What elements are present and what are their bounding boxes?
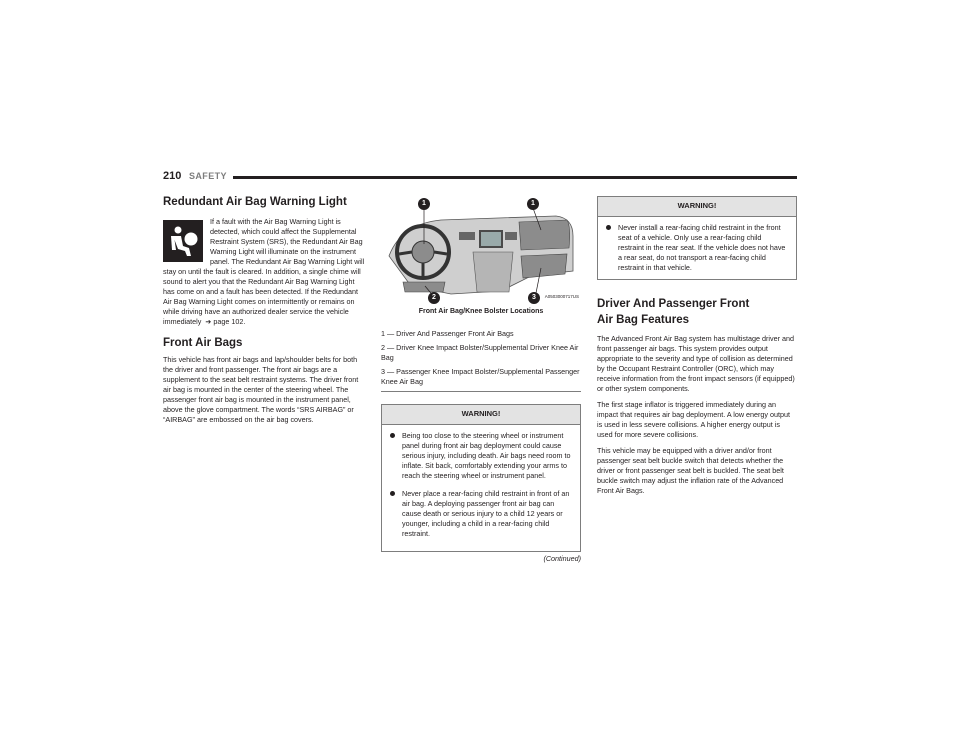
divider [381, 391, 581, 392]
airbag-warning-icon [163, 220, 203, 262]
page-reference-link[interactable]: page 102. [213, 317, 246, 326]
page-reference-arrow-icon: ➔ [205, 317, 212, 326]
section-title: SAFETY [189, 171, 227, 181]
warning-box [381, 404, 581, 552]
column-middle [381, 196, 581, 564]
column-right [597, 196, 797, 502]
warning-item: Never place a rear-facing child restraint in front of an air bag. A deploying passenger front air bag can cause death or serious injury to a child 12 years or younger, including a child in a rear-facing child restraint. [390, 489, 572, 539]
warning-title: WARNING! [598, 197, 796, 217]
legend-item: 3 — Passenger Knee Impact Bolster/Supplemental Passenger Knee Air Bag [381, 367, 580, 386]
page-header [163, 170, 797, 186]
page-number: 210 [163, 170, 182, 182]
figure-legend [381, 329, 581, 387]
bullet-icon [390, 433, 395, 438]
warning-item: Being too close to the steering wheel or instrument panel during front air bag deployment could cause serious injury, including death. Air bags need room to inflate. Sit back, comfortably extending your arms to reach the steering wheel or instrument panel. [390, 431, 572, 481]
bullet-icon [390, 491, 395, 496]
legend-item: 2 — Driver Knee Impact Bolster/Supplemental Driver Knee Air Bag [381, 343, 579, 362]
front-airbags-paragraph: This vehicle has front air bags and lap/shoulder belts for both the driver and front passenger. The front air bags are a supplement to the seat belt restraint systems. The driver front air bag is mounted in the center of the steering wheel. The passenger front air bag is mounted in the instrument panel, above the glove compartment. The words “SRS AIRBAG” or “AIRBAG” are embossed on the air bag covers. [163, 355, 359, 424]
warning-box [597, 196, 797, 280]
bullet-icon [606, 225, 611, 230]
redundant-airbag-paragraph: If a fault with the Air Bag Warning Light is detected, which could affect the Supplemental Restraint System (SRS), the Redundant Air Bag Warning Light will illuminate on the instrument panel. The Redundant Air Bag Warning Light will stay on until the fault is cleared. In addition, a single chime will sound to alert you that the Redundant Air Bag Warning Light has come on and a fault has been detected. If the Redundant Air Bag Warning Light comes on intermittently or remains on while driving have an authorized dealer service the vehicle immediately ➔ page 102. [163, 217, 365, 326]
figure-code: A0503000717US [544, 294, 579, 299]
figure-marker-1-driver: 1 [418, 198, 430, 210]
warning-title: WARNING! [382, 405, 580, 425]
warning-item: Never install a rear-facing child restraint in the front seat of a vehicle. Only use a rear-facing child restraint in the rear seat. If the vehicle does not have a rear seat, do not transport a rear-facing child restraint in that vehicle. [606, 223, 788, 273]
figure-marker-1-passenger: 1 [527, 198, 539, 210]
features-paragraph: This vehicle may be equipped with a driver and/or front passenger seat belt buckle switch that detects whether the driver or front passenger seat belt is buckled. The seat belt buckle switch may adjust the inflation rate of the Advanced Front Air Bags. [597, 446, 784, 495]
legend-item: 1 — Driver And Passenger Front Air Bags [381, 329, 514, 338]
heading-front-airbags: Front Air Bags [163, 337, 243, 349]
figure-marker-3: 3 [528, 292, 540, 304]
features-paragraph: The first stage inflator is triggered immediately during an impact that requires air bag deployment. A low energy output is used in less severe collisions. A higher energy output is used for more severe collisions. [597, 400, 790, 439]
header-rule [233, 176, 797, 179]
dashboard-illustration [381, 196, 581, 306]
column-left [163, 196, 368, 431]
heading-front-airbag-features: Driver And Passenger Front Air Bag Features [597, 298, 750, 326]
features-paragraph: The Advanced Front Air Bag system has multistage driver and front passenger air bags. This system provides output appropriate to the severity and type of collision as determined by the Occupant Restraint Controller (ORC), which may receive information from the front impact sensors (if equipped) or other system components. [597, 334, 795, 393]
heading-redundant-airbag-light: Redundant Air Bag Warning Light [163, 196, 347, 208]
figure-marker-2: 2 [428, 292, 440, 304]
figure-caption: Front Air Bag/Knee Bolster Locations [418, 308, 544, 315]
airbag-locations-figure [381, 196, 581, 306]
continued-label: (Continued) [543, 554, 581, 563]
